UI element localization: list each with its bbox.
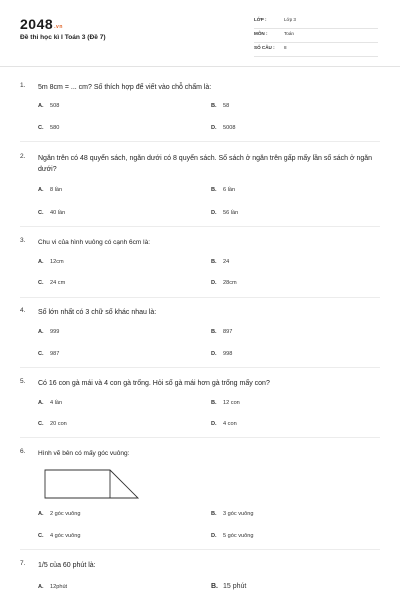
option-a[interactable] [38, 584, 67, 590]
option-letter: C. [38, 533, 44, 539]
option-letter: C. [38, 210, 44, 216]
right-angle-figure [44, 469, 140, 504]
option-text: 3 góc vuông [223, 511, 254, 517]
option-letter: B. [211, 329, 217, 335]
option-letter: B. [211, 187, 217, 193]
option-letter: C. [38, 125, 44, 131]
option-d[interactable] [211, 351, 232, 357]
option-text: 5008 [223, 125, 236, 131]
option-letter: B. [211, 511, 217, 517]
option-b[interactable] [211, 583, 246, 590]
option-text: 998 [223, 351, 233, 357]
option-d[interactable] [211, 210, 238, 216]
meta-row-count [254, 44, 378, 57]
option-letter: A. [38, 511, 44, 517]
option-letter: A. [38, 103, 44, 109]
option-letter: A. [38, 259, 44, 265]
option-text: 28cm [223, 280, 237, 286]
option-c[interactable] [38, 280, 65, 286]
option-text: 987 [50, 351, 60, 357]
option-a[interactable] [38, 329, 59, 335]
option-letter: A. [38, 400, 44, 406]
question-divider [20, 141, 380, 142]
option-text: 12phút [50, 584, 68, 590]
option-text: 12cm [50, 259, 64, 265]
option-b[interactable] [211, 329, 232, 335]
question-number: 5. [20, 378, 26, 385]
option-b[interactable] [211, 187, 235, 193]
option-text: 2 góc vuông [50, 511, 81, 517]
trapezoid-outline [45, 470, 138, 498]
option-text: 6 lần [223, 187, 236, 193]
meta-row-subject [254, 30, 378, 43]
option-letter: C. [38, 351, 44, 357]
question-number: 3. [20, 237, 26, 244]
option-c[interactable] [38, 351, 59, 357]
option-letter: B. [211, 259, 217, 265]
option-d[interactable] [211, 125, 235, 131]
rectangle-triangle-diagram [44, 469, 140, 499]
option-text: 4 lần [50, 400, 63, 406]
question-divider [20, 437, 380, 438]
option-letter: D. [211, 125, 217, 131]
question-text: 5m 8cm = ... cm? Số thích hợp để viết vào chỗ chấm là: [38, 84, 212, 91]
page-header [0, 0, 400, 64]
meta-label: SỐ CÂU : [254, 45, 275, 50]
meta-value: Toán [284, 31, 294, 36]
question-text: Ngăn trên có 48 quyển sách, ngăn dưới có 8 quyển sách. Số sách ở ngăn trên gấp mấy lần số sách ở ngăn dưới? [38, 155, 373, 173]
option-a[interactable] [38, 187, 62, 193]
option-c[interactable] [38, 125, 59, 131]
header-divider [0, 66, 400, 67]
option-text: 580 [50, 125, 60, 131]
option-text: 24 [223, 259, 230, 265]
option-a[interactable] [38, 259, 64, 265]
question-text: Có 16 con gà mái và 4 con gà trống. Hỏi số gà mái hơn gà trống mấy con? [38, 380, 270, 387]
option-c[interactable] [38, 421, 67, 427]
question-divider [20, 297, 380, 298]
option-letter: A. [38, 584, 44, 590]
meta-label: LỚP : [254, 17, 267, 22]
question-divider [20, 367, 380, 368]
meta-label: MÔN : [254, 31, 268, 36]
option-text: 15 phút [223, 583, 247, 590]
option-letter: A. [38, 329, 44, 335]
option-letter: D. [211, 280, 217, 286]
option-b[interactable] [211, 511, 253, 517]
question-number: 7. [20, 560, 26, 567]
option-text: 58 [223, 103, 230, 109]
option-letter: D. [211, 210, 217, 216]
option-letter: B. [211, 400, 217, 406]
option-c[interactable] [38, 210, 65, 216]
option-letter: D. [211, 421, 217, 427]
option-text: 24 cm [50, 280, 66, 286]
question-divider [20, 226, 380, 227]
option-text: 4 góc vuông [50, 533, 81, 539]
option-text: 508 [50, 103, 60, 109]
option-letter: A. [38, 187, 44, 193]
question-number: 2. [20, 153, 26, 160]
question-number: 4. [20, 307, 26, 314]
option-b[interactable] [211, 103, 229, 109]
option-text: 4 con [223, 421, 237, 427]
option-d[interactable] [211, 421, 237, 427]
option-d[interactable] [211, 280, 237, 286]
question-text: Số lớn nhất có 3 chữ số khác nhau là: [38, 309, 157, 316]
meta-row-class [254, 16, 378, 29]
option-letter: B. [211, 103, 217, 109]
option-b[interactable] [211, 400, 240, 406]
question-text: Hình vẽ bên có mấy góc vuông: [38, 450, 130, 457]
option-a[interactable] [38, 400, 62, 406]
option-letter: D. [211, 533, 217, 539]
question-number: 6. [20, 448, 26, 455]
option-letter: C. [38, 280, 44, 286]
option-a[interactable] [38, 103, 59, 109]
question-number: 1. [20, 82, 26, 89]
logo-text: 2048 [20, 16, 54, 32]
meta-value: 8 [284, 45, 287, 50]
exam-title: Đề thi học kì I Toán 3 (Đề 7) [20, 34, 106, 41]
option-letter: B. [211, 583, 218, 590]
option-text: 999 [50, 329, 60, 335]
option-text: 56 lần [223, 210, 239, 216]
option-text: 8 lần [50, 187, 63, 193]
question-text: Chu vi của hình vuông có cạnh 6cm là: [38, 239, 151, 246]
option-text: 897 [223, 329, 233, 335]
option-d[interactable] [211, 533, 253, 539]
site-logo[interactable] [20, 16, 63, 32]
option-text: 40 lần [50, 210, 66, 216]
meta-value: Lớp 3 [284, 17, 296, 22]
option-text: 20 con [50, 421, 67, 427]
option-c[interactable] [38, 533, 80, 539]
option-b[interactable] [211, 259, 229, 265]
option-a[interactable] [38, 511, 80, 517]
option-text: 12 con [223, 400, 240, 406]
question-text: 1/5 của 60 phút là: [38, 562, 96, 569]
option-text: 5 góc vuông [223, 533, 254, 539]
option-letter: D. [211, 351, 217, 357]
logo-domain: .vn [54, 24, 63, 30]
option-letter: C. [38, 421, 44, 427]
question-divider [20, 549, 380, 550]
